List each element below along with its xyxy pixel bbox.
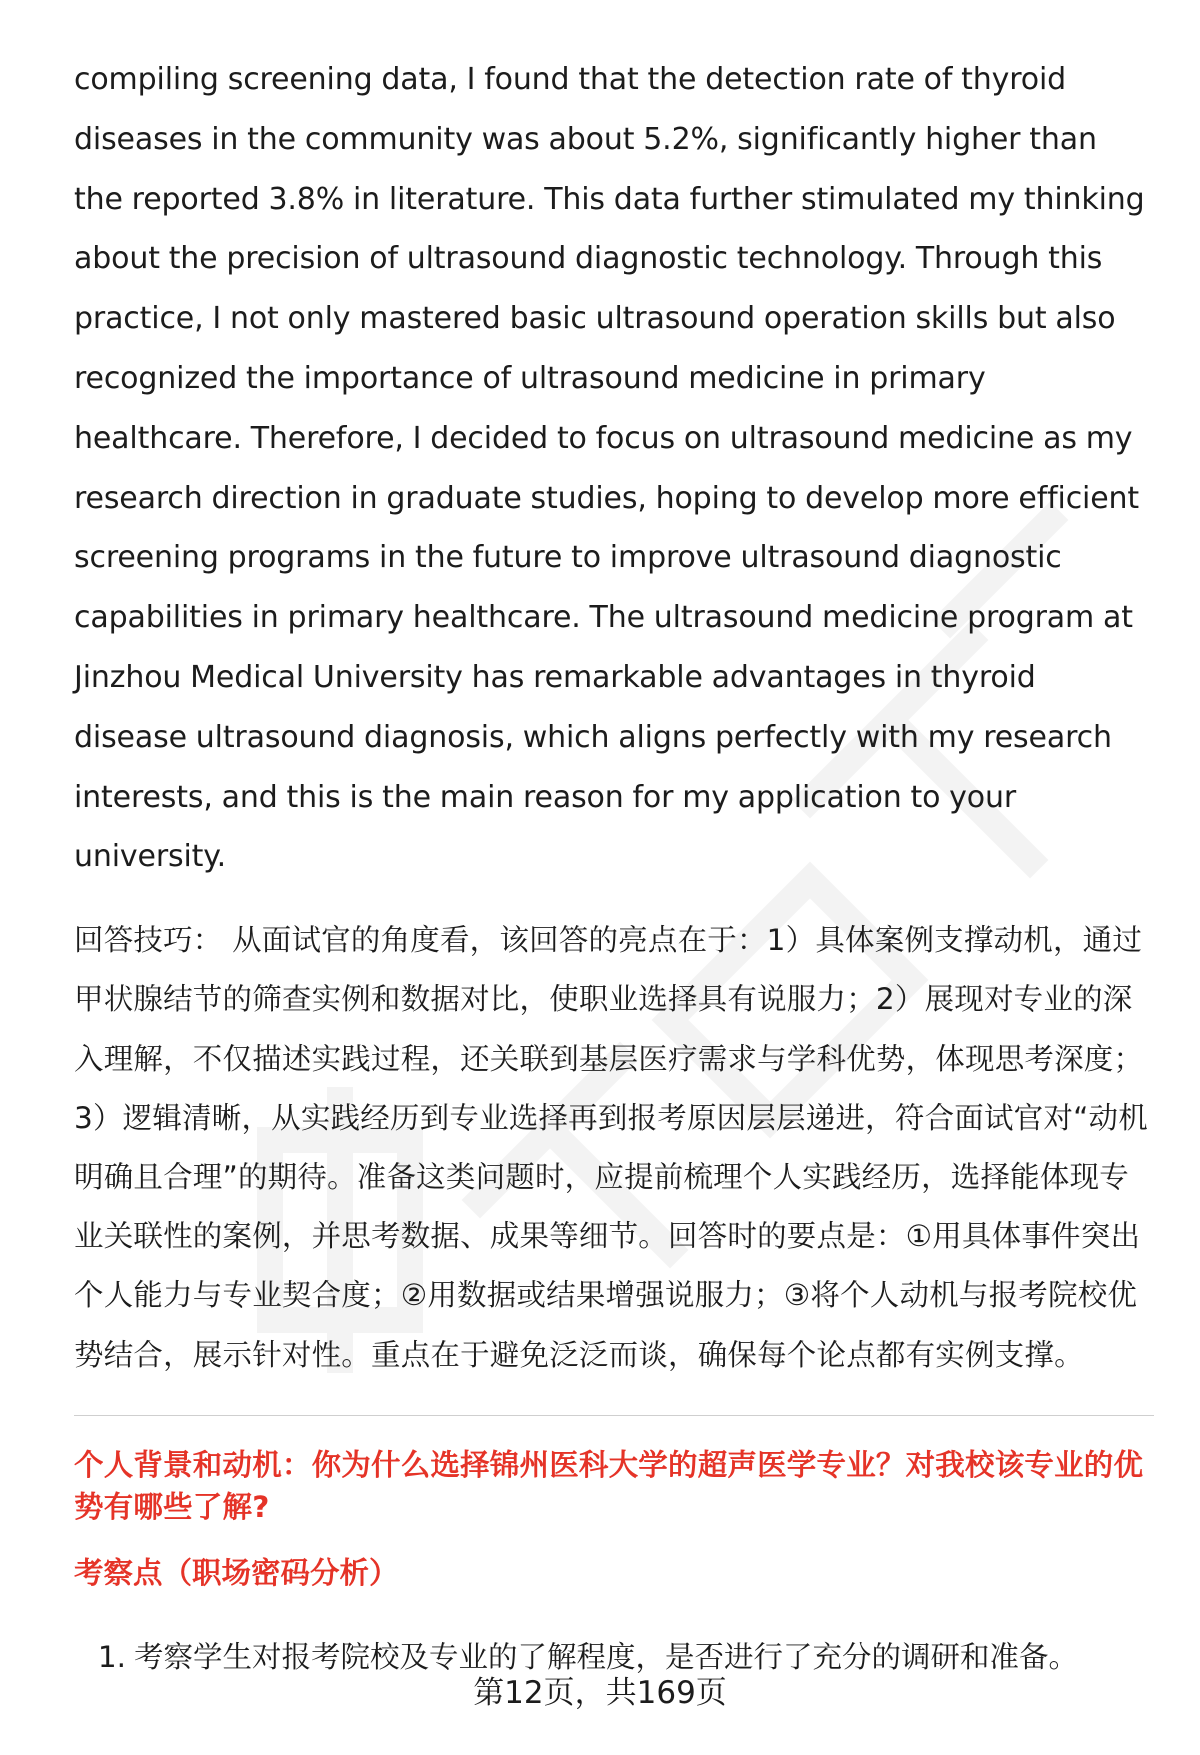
page-content — [74, 50, 1154, 1678]
assessment-heading: 考察点（职场密码分析） — [74, 1555, 399, 1590]
list-item-text: 考察学生对报考院校及专业的了解程度，是否进行了充分的调研和准备。 — [134, 1639, 1079, 1674]
answer-tips-paragraph: 回答技巧： 从面试官的角度看，该回答的亮点在于：1）具体案例支撑动机，通过甲状腺结节的筛查实例和数据对比，使职业选择具有说服力；2）展现对专业的深入理解，不仅描述实践过程，还关联到基层医疗需求与学科优势，体现思考深度；3）逻辑清晰，从实践经历到专业选择再到报考原因层层递进，符合面试官对“动机明确且合理”的期待。准备这类问题时，应提前梳理个人实践经历，选择能体现专业关联性的案例，并思考数据、成果等细节。回答时的要点是：①用具体事件突出个人能力与专业契合度；②用数据或结果增强说服力；③将个人动机与报考院校优势结合，展示针对性。重点在于避免泛泛而谈，确保每个论点都有实例支撑。 — [74, 923, 1148, 1372]
page-number-footer: 第12页，共169页 — [473, 1675, 727, 1711]
english-answer-paragraph: compiling screening data, I found that the detection rate of thyroid diseases in the community was about 5.2%, significantly higher than the reported 3.8% in literature. This data further stimulated my thinking about the precision of ultrasound diagnostic technology. Through this practice, I not only mastered basic ultrasound operation skills but also recognized the importance of ultrasound medicine in primary healthcare. Therefore, I decided to focus on ultrasound medicine as my research direction in graduate studies, hoping to develop more efficient screening programs in the future to improve ultrasound diagnostic capabilities in primary healthcare. The ultrasound medicine program at Jinzhou Medical University has remarkable advantages in thyroid disease ultrasound diagnosis, which aligns perfectly with my research interests, and this is the main reason for my application to your university. — [74, 62, 1145, 875]
question-heading: 个人背景和动机：你为什么选择锦州医科大学的超声医学专业？对我校该专业的优势有哪些了解? — [74, 1447, 1144, 1524]
section-divider — [74, 1415, 1154, 1416]
list-item-number: 1. — [97, 1639, 126, 1674]
